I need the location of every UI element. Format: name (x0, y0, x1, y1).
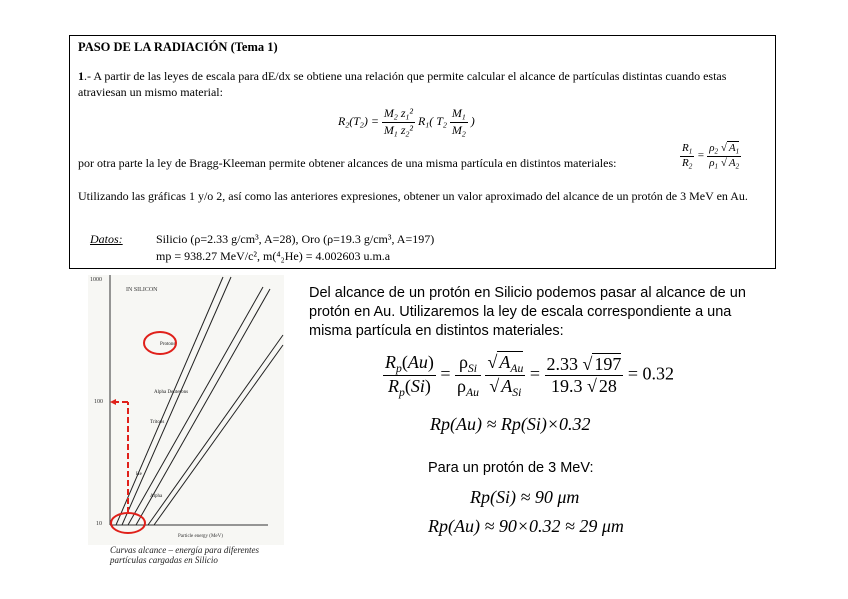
label-tritons: Tritons (150, 420, 165, 425)
caption-line-1: Curvas alcance – energía para diferentes (110, 545, 260, 555)
problem-intro (78, 68, 768, 100)
bragg-text: por otra parte la ley de Bragg-Kleeman permite obtener alcances de una misma partícula en distintos materiales: (78, 156, 617, 170)
range-energy-chart (88, 275, 284, 570)
problem-number: 1 (78, 69, 84, 83)
chart-caption (110, 545, 259, 565)
datos-line-1: Silicio (ρ=2.33 g/cm³, A=28), Oro (ρ=19.3 g/cm³, A=197) (156, 232, 435, 246)
problem-box (69, 35, 776, 269)
chart-header: IN SILICON (126, 287, 158, 293)
y-tick-bottom: 10 (96, 521, 102, 527)
task-text: Utilizando las gráficas 1 y/o 2, así como las anteriores expresiones, obtener un valor aproximado del alcance de un protón de 3 MeV en Au. (78, 189, 748, 203)
solution-paragraph: Del alcance de un protón en Silicio podemos pasar al alcance de un protón en Au. Utilizaremos la ley de escala correspondiente a una misma partícula en distintos materiales: (309, 285, 746, 339)
for-proton-text: Para un protón de 3 MeV: (428, 460, 594, 476)
ratio-equation: $\frac{R_p(Au)}{R_p(Si)}$ = $\frac{\rho_{Si}}{\rho_{Au}}$ $\frac{√ A_{Au}}{√ A_{Si}}$ = $\frac{2.33 √ 197}{19.3 √ 28}$ = 0.32 (385, 352, 675, 400)
y-tick-mid: 100 (94, 399, 103, 405)
bragg-kleeman-equation: $\frac{R_1}{R_2}$ = $\frac{\rho_2 √ A_1}{\rho_1 √ A_2}$ (682, 142, 740, 170)
y-tick-top: 1000 (90, 277, 102, 283)
x-axis-label: Particle energy (MeV) (178, 534, 223, 539)
label-he: He (136, 472, 142, 477)
label-alpha-deuterons: Alpha Deuterons (154, 390, 189, 395)
ratio-result: = 0.32 (627, 363, 675, 384)
datos-line-2: mp = 938.27 MeV/c², m(⁴₂He) = 4.002603 u.m.a (156, 249, 391, 263)
rp-au-line: Rp(Au) ≈ 90×0.32 ≈ 29 μm (428, 516, 624, 536)
label-protons: Protons (160, 342, 176, 347)
intro-text: .- A partir de las leyes de escala para dE/dx se obtiene una relación que permite calcular el alcance de partículas distintas cuando estas atraviesan un mismo material: (78, 69, 727, 99)
scaling-law-equation: $R_2(T_2)$ = $\frac{M_2 z_1^2}{M_1 z_2^2}$ $R_1$( $T_2$ $\frac{M_1}{M_2}$ ) (338, 106, 475, 139)
caption-line-2: partículas cargadas en Silicio (110, 555, 218, 565)
approx-line: Rp(Au) ≈ Rp(Si)×0.32 (430, 414, 591, 434)
label-alpha: Alpha (150, 494, 163, 499)
chart-svg (88, 275, 284, 545)
rp-si-line: Rp(Si) ≈ 90 μm (470, 487, 580, 507)
problem-title: PASO DE LA RADIACIÓN (Tema 1) (78, 40, 278, 54)
datos-label: Datos: (90, 232, 123, 246)
